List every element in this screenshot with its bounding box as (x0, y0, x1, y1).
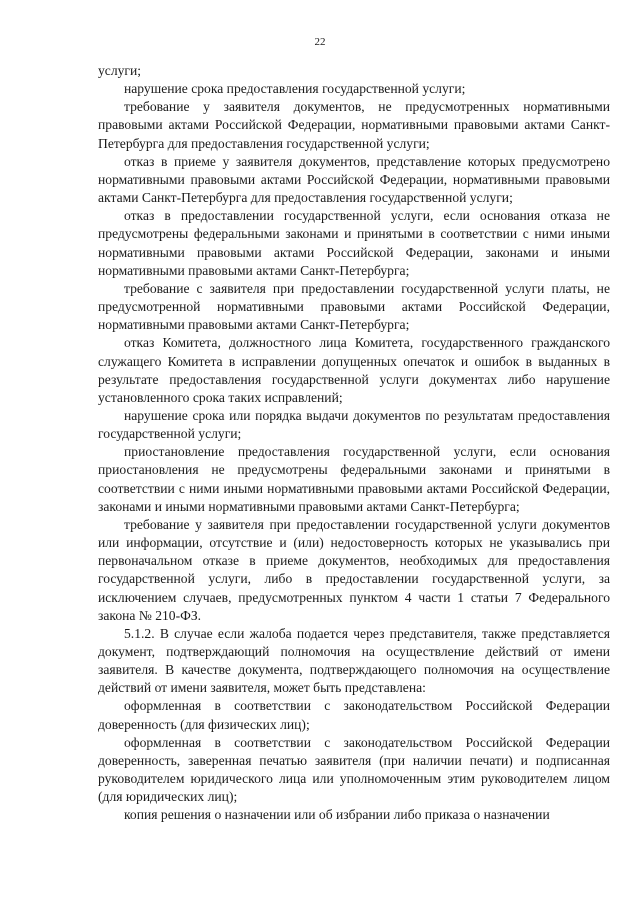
paragraph: оформленная в соответствии с законодательством Российской Федерации доверенность (для физических лиц); (98, 698, 610, 732)
paragraph: требование у заявителя документов, не предусмотренных нормативными правовыми актами Российской Федерации, нормативными правовыми актами Санкт-Петербурга для предоставления государственной услуги; (98, 99, 610, 151)
paragraph: 5.1.2. В случае если жалоба подается через представителя, также представляется документ, подтверждающий полномочия на осуществление действий от имени заявителя. В качестве документа, подтверждающего полномочия на осуществление действий от имени заявителя, может быть представлена: (98, 625, 610, 696)
paragraph: оформленная в соответствии с законодательством Российской Федерации доверенность, заверенная печатью заявителя (при наличии печати) и подписанная руководителем юридического лица или уполномоченным этим руководителем лицом (для юридических лиц); (98, 734, 610, 805)
page-number: 22 (314, 36, 326, 48)
document-body (98, 62, 610, 825)
paragraph: копия решения о назначении или об избрании либо приказа о назначении (124, 807, 550, 823)
paragraph: нарушение срока или порядка выдачи документов по результатам предоставления государственной услуги; (98, 407, 610, 442)
paragraph: нарушение срока предоставления государственной услуги; (124, 81, 466, 97)
paragraph: приостановление предоставления государственной услуги, если основания приостановления не предусмотрены федеральными законами и принятыми в соответствии с ними иными нормативными правовыми актами Российской Федерации, законами и иными нормативными правовыми актами Санкт-Петербурга; (98, 444, 610, 514)
paragraph: услуги; (98, 63, 142, 78)
paragraph: отказ в предоставлении государственной услуги, если основания отказа не предусмотрены федеральными законами и принятыми в соответствии с ними иными нормативными правовыми актами Российской Федерации, законами и иными нормативными правовыми актами Санкт-Петербурга; (98, 208, 610, 278)
paragraph: требование с заявителя при предоставлении государственной услуги платы, не предусмотренной нормативными правовыми актами Российской Федерации, нормативными правовыми актами Санкт-Петербурга; (98, 280, 610, 333)
paragraph: отказ в приеме у заявителя документов, представление которых предусмотрено нормативными правовыми актами Российской Федерации, нормативными правовыми актами Санкт-Петербурга для предоставления государственной услуги; (98, 153, 610, 206)
paragraph: требование у заявителя при предоставлении государственной услуги документов или информации, отсутствие и (или) недостоверность которых не указывались при первоначальном отказе в приеме документов, необходимых для предоставления государственной услуги, либо в предоставлении государственной услуги, за исключением случаев, предусмотренных пунктом 4 части 1 статьи 7 Федерального закона № 210-ФЗ. (98, 516, 610, 623)
paragraph: отказ Комитета, должностного лица Комитета, государственного гражданского служащего Комитета в исправлении допущенных опечаток и ошибок в выданных в результате предоставления государственной услуги документах либо нарушение установленного срока таких исправлений; (98, 335, 610, 405)
